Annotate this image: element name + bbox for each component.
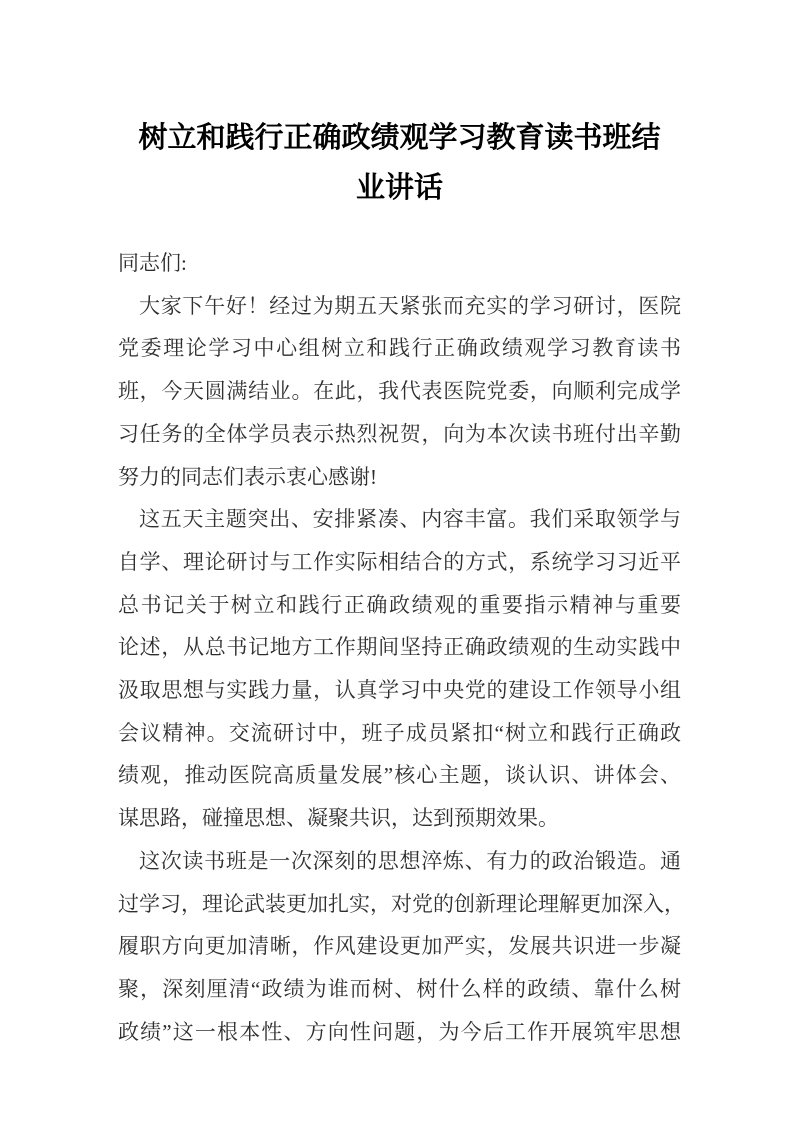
text-line: 政绩”这一根本性、方向性问题，为今后工作开展筑牢思想 [118,1019,681,1044]
text-line: 过学习，理论武装更加扎实，对党的创新理论理解更加深入， [118,891,685,916]
text-line: 这次读书班是一次深刻的思想淬炼、有力的政治锻造。通 [139,848,681,873]
text-line: 习任务的全体学员表示热烈祝贺，向为本次读书班付出辛勤 [118,421,681,446]
text-line: 这五天主题突出、安排紧凑、内容丰富。我们采取领学与 [139,507,681,532]
text-line: 论述，从总书记地方工作期间坚持正确政绩观的生动实践中 [118,635,681,660]
document-body [118,242,685,1053]
text-line: 汲取思想与实践力量，认真学习中央党的建设工作领导小组 [118,678,681,703]
paragraph [118,285,681,499]
text-line: 党委理论学习中心组树立和践行正确政绩观学习教育读书 [118,336,681,361]
paragraph [118,242,681,285]
text-line: 自学、理论研讨与工作实际相结合的方式，系统学习习近平 [118,549,681,574]
text-line: 班，今天圆满结业。在此，我代表医院党委，向顺利完成学 [118,379,681,404]
paragraph [118,498,681,840]
text-line: 大家下午好！经过为期五天紧张而充实的学习研讨，医院 [139,293,681,318]
text-line: 总书记关于树立和践行正确政绩观的重要指示精神与重要 [118,592,681,617]
text-line: 履职方向更加清晰，作风建设更加严实，发展共识进一步凝 [118,934,681,959]
document-content [118,113,685,1053]
title-line: 业讲话 [355,172,443,204]
text-line: 同志们: [118,251,187,275]
paragraph [118,840,685,1054]
text-line: 努力的同志们表示衷心感谢! [118,464,377,489]
document-title [118,113,681,213]
text-line: 聚，深刻厘清“政绩为谁而树、树什么样的政绩、靠什么树 [118,976,681,1001]
title-line: 树立和践行正确政绩观学习教育读书班结 [138,122,661,154]
text-line: 谋思路，碰撞思想、凝聚共识，达到预期效果。 [118,806,559,831]
text-line: 绩观，推动医院高质量发展”核心主题，谈认识、讲体会、 [118,763,681,788]
text-line: 会议精神。交流研讨中，班子成员紧扣“树立和践行正确政 [118,720,681,745]
